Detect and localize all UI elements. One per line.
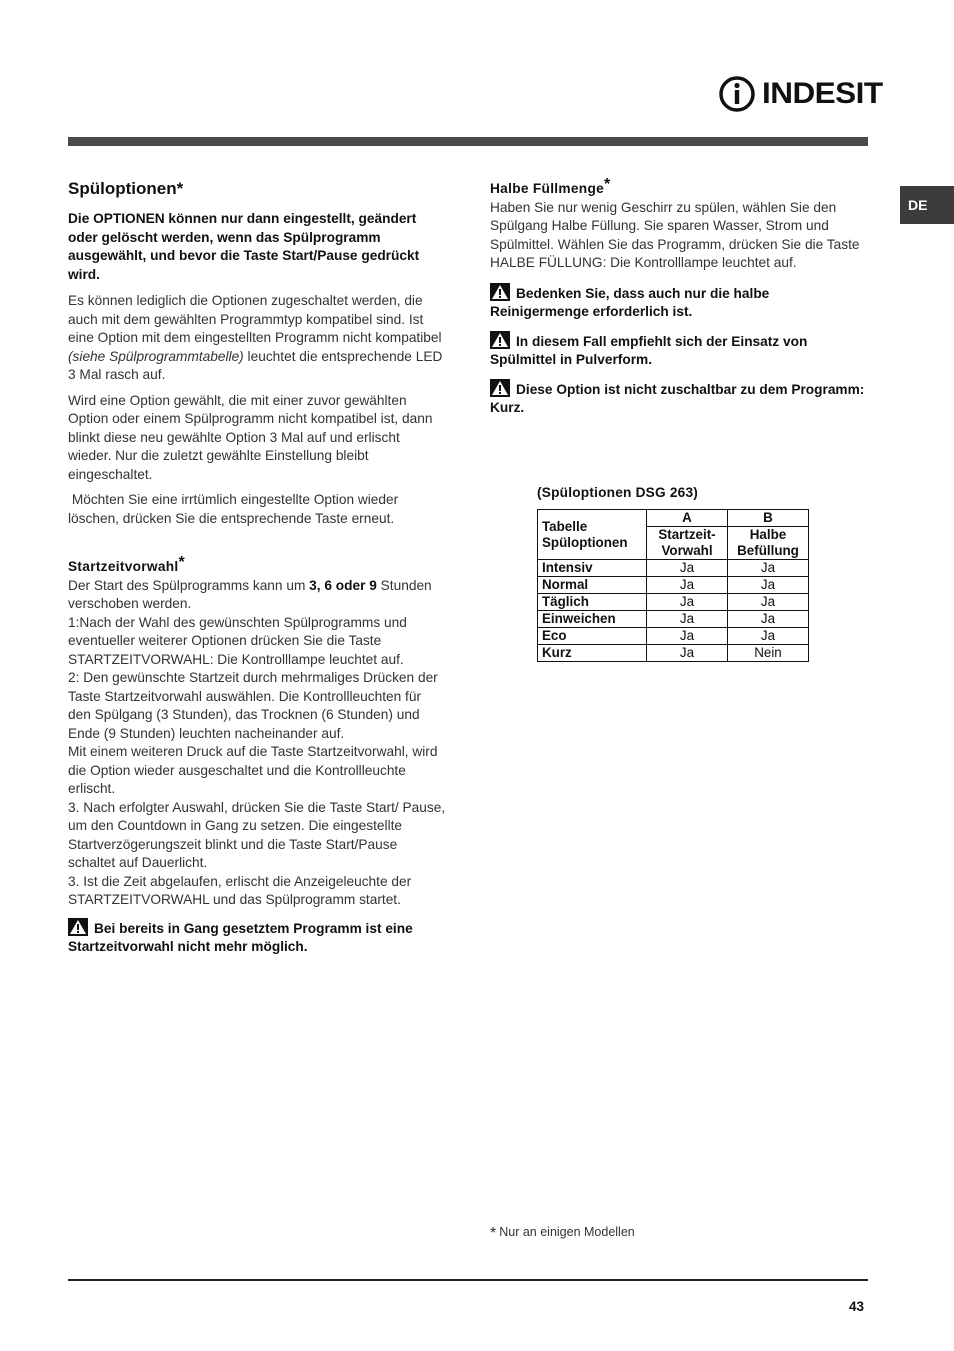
paragraph-cancel: Möchten Sie eine irrtümlich eingestellte Option wieder löschen, drücken Sie die entsprechende Taste erneut. xyxy=(68,492,403,526)
warning-text: Diese Option ist nicht zuschaltbar zu dem Programm: Kurz. xyxy=(490,381,865,415)
section-title: Spüloptionen* xyxy=(68,179,184,198)
header-bar xyxy=(68,137,868,146)
halbe-warning-2 xyxy=(490,331,868,370)
halbe-title-text: Halbe Füllmenge xyxy=(490,181,605,196)
warning-icon xyxy=(490,331,510,349)
halbe-warning-1 xyxy=(490,283,868,322)
asterisk: * xyxy=(178,554,186,572)
indesit-i-logo-icon xyxy=(718,74,756,114)
warning-text: Bei bereits in Gang gesetztem Programm ist eine Startzeitvorwahl nicht mehr möglich. xyxy=(68,920,413,954)
cell-b: Ja xyxy=(728,577,809,594)
startzeit-step-2: 2: Den gewünschte Startzeit durch mehrmaliges Drücken der Taste Startzeitvorwahl auswählen. Die Kontrollleuchten für den Spülgang (3 Stunden), das Trocknen (6 Stunden) und Ende (9 Stunden) leuchten nacheinander auf. xyxy=(68,670,438,741)
startzeit-title-text: Startzeitvorwahl xyxy=(68,559,179,574)
cell-a: Ja xyxy=(647,628,728,645)
halbe-warning-3 xyxy=(490,379,868,418)
footnote xyxy=(490,1223,635,1241)
row-label: Normal xyxy=(538,577,647,594)
paragraph-compatibility xyxy=(68,292,446,385)
right-column xyxy=(490,178,868,427)
row-label: Einweichen xyxy=(538,611,647,628)
halbe-text: Haben Sie nur wenig Geschirr zu spülen, wählen Sie den Spülgang Halbe Füllung. Sie sparen Wasser, Strom und Spülmittel. Wählen Sie das Programm, drücken Sie die Taste HALBE FÜLLUNG: Die Kontrolllampe leuchtet auf. xyxy=(490,199,860,270)
column-a-name: Startzeit-Vorwahl xyxy=(647,527,728,560)
cell-b: Ja xyxy=(728,594,809,611)
startzeit-warning xyxy=(68,918,446,957)
halbe-title xyxy=(490,176,868,199)
cell-a: Ja xyxy=(647,560,728,577)
indesit-logo xyxy=(718,74,883,114)
paragraph-text: Es können lediglich die Optionen zugeschaltet werden, die auch mit dem gewählten Programmtyp kompatibel sind. Ist eine Option mit dem eingestellten Programm nicht kompatibel xyxy=(68,293,442,345)
column-a-letter: A xyxy=(647,510,728,527)
table-caption: (Spüloptionen DSG 263) xyxy=(537,485,699,500)
startzeit-step-4: 3. Ist die Zeit abgelaufen, erlischt die Anzeigeleuchte der STARTZEITVORWAHL und das Spülprogramm startet. xyxy=(68,873,412,907)
startzeit-step-2b: Mit einem weiteren Druck auf die Taste Startzeitvorwahl, wird die Option wieder ausgeschaltet und die Kontrollleuchte erlischt. xyxy=(68,744,438,796)
table-row xyxy=(538,577,809,594)
asterisk: * xyxy=(490,1225,497,1242)
cell-b: Nein xyxy=(728,645,809,662)
row-label: Intensiv xyxy=(538,560,647,577)
options-table xyxy=(537,509,809,662)
startzeit-title xyxy=(68,554,446,577)
footer-rule xyxy=(68,1279,868,1281)
row-label: Eco xyxy=(538,628,647,645)
column-b-letter: B xyxy=(728,510,809,527)
cell-a: Ja xyxy=(647,611,728,628)
cell-a: Ja xyxy=(647,594,728,611)
paragraph-text: leuchtet die entsprechende LED 3 Mal rasch auf. xyxy=(68,348,443,382)
table-row xyxy=(538,560,809,577)
warning-icon xyxy=(490,283,510,301)
startzeit-text: Der Start des Spülprogramms kann um xyxy=(68,577,310,593)
cell-b: Ja xyxy=(728,628,809,645)
intro-text: Die OPTIONEN können nur dann eingestellt, geändert oder gelöscht werden, wenn das Spülprogramm ausgewählt, und bevor die Taste Start/Pause gedrückt wird. xyxy=(68,211,420,282)
page-number: 43 xyxy=(849,1299,865,1314)
table-header-label: Tabelle Spüloptionen xyxy=(538,510,647,560)
startzeit-step-1: 1:Nach der Wahl des gewünschten Spülprogramms und eventueller weiterer Optionen drücken Sie die Taste STARTZEITVORWAHL: Die Kontrolllampe leuchtet auf. xyxy=(68,614,407,667)
warning-text: In diesem Fall empfiehlt sich der Einsatz von Spülmittel in Pulverform. xyxy=(490,333,808,367)
column-b-name: Halbe Befüllung xyxy=(728,527,809,560)
startzeit-block xyxy=(68,577,446,910)
table-row xyxy=(538,645,809,662)
cell-b: Ja xyxy=(728,560,809,577)
startzeit-line xyxy=(68,577,446,614)
paragraph-conflict: Wird eine Option gewählt, die mit einer zuvor gewählten Option oder einem Spülprogramm nicht kompatibel ist, dann blinkt diese neu gewählte Option 3 Mal auf und erlischt wieder. Nur die zuletzt gewählte Einstellung bleibt eingeschaltet. xyxy=(68,392,433,482)
warning-text: Bedenken Sie, dass auch nur die halbe Reinigermenge erforderlich ist. xyxy=(490,285,770,319)
table-header-row xyxy=(538,510,809,527)
asterisk: * xyxy=(604,176,611,194)
row-label: Kurz xyxy=(538,645,647,662)
cell-a: Ja xyxy=(647,645,728,662)
table-row xyxy=(538,594,809,611)
startzeit-hours: 3, 6 oder 9 xyxy=(309,577,377,593)
row-label: Täglich xyxy=(538,594,647,611)
startzeit-text: Stunden verschoben werden. xyxy=(68,577,432,611)
left-column xyxy=(68,178,446,966)
table-row xyxy=(538,611,809,628)
warning-icon xyxy=(68,918,88,936)
startzeit-step-3: 3. Nach erfolgter Auswahl, drücken Sie die Taste Start/ Pause, um den Countdown in Gang zu setzen. Die eingestellte Startverzögerungszeit blinkt und die Taste Start/Pause schaltet auf Dauerlicht. xyxy=(68,799,446,870)
language-tab: DE xyxy=(900,186,954,224)
table-reference: (siehe Spülprogrammtabelle) xyxy=(68,348,244,364)
cell-b: Ja xyxy=(728,611,809,628)
footnote-text: Nur an einigen Modellen xyxy=(499,1225,635,1239)
table-row xyxy=(538,628,809,645)
cell-a: Ja xyxy=(647,577,728,594)
warning-icon xyxy=(490,379,510,397)
brand-name: INDESIT xyxy=(762,77,883,110)
